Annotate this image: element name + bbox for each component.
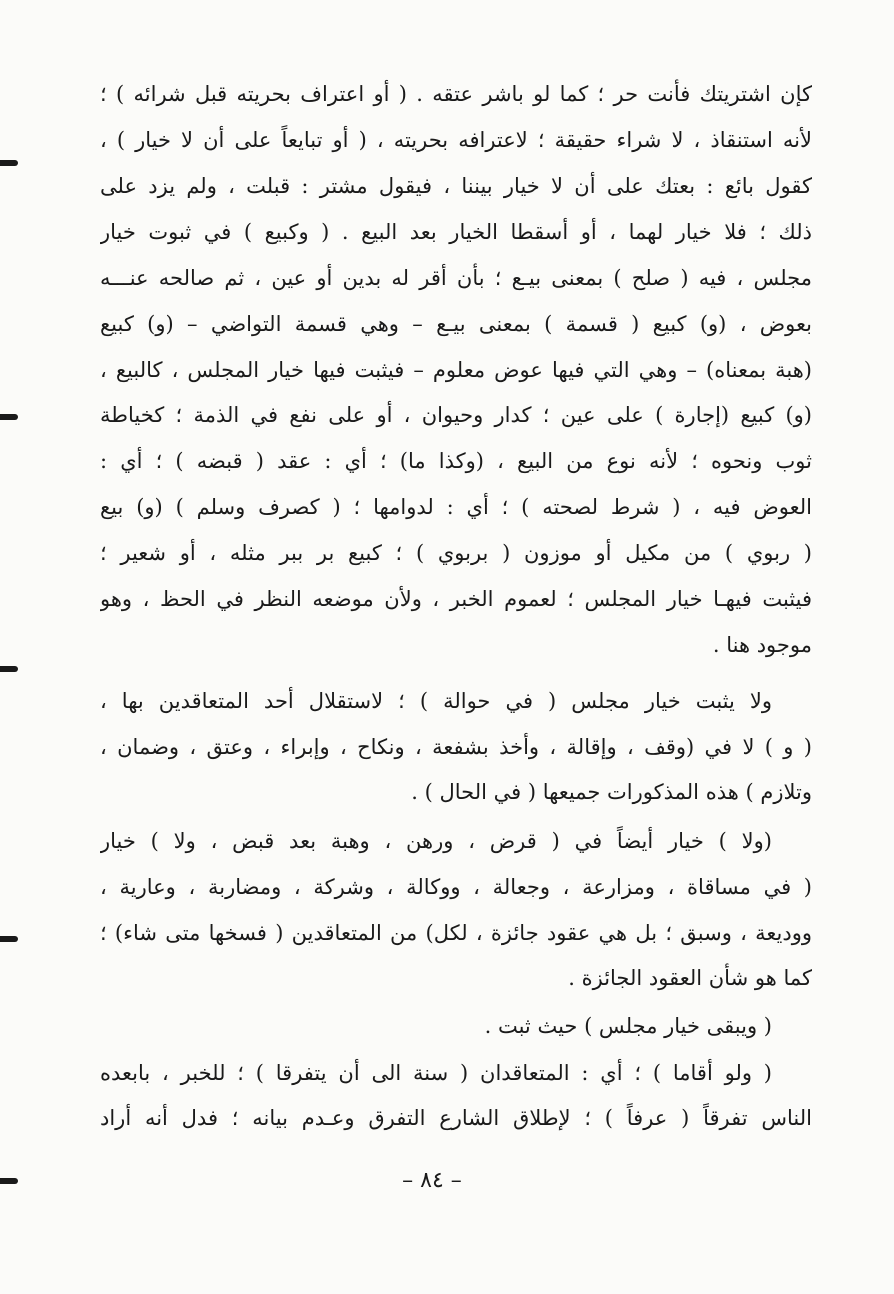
- text-line: (و) كبيع (إجارة ) على عين ؛ كدار وحيوان ، أو على نفع في الذمة ؛ كخياطة: [100, 403, 812, 427]
- text-line: ( ولو أقاما ) ؛ أي : المتعاقدان ( سنة الى أن يتفرقا ) ؛ للخبر ، بابعده: [100, 1061, 772, 1085]
- text-line: الناس تفرقاً ( عرفاً ) ؛ لإطلاق الشارع التفرق وعـدم بيانه ؛ فدل أنه أراد: [100, 1106, 812, 1130]
- text-line: ( في مساقاة ، ومزارعة ، وجعالة ، ووكالة ، وشركة ، ومضاربة ، وعارية ،: [100, 875, 812, 899]
- text-line: كما هو شأن العقود الجائزة .: [568, 966, 812, 990]
- text-line: موجود هنا .: [712, 633, 812, 657]
- text-line: ثوب ونحوه ؛ لأنه نوع من البيع ، (وكذا ما) ؛ أي : عقد ( قبضه ) ؛ أي :: [100, 449, 812, 473]
- text-line: لأنه استنقاذ ، لا شراء حقيقة ؛ لاعترافه بحريته ، ( أو تبايعاً على أن لا خيار ) ،: [100, 128, 812, 152]
- text-line: كإن اشتريتك فأنت حر ؛ كما لو باشر عتقه . ( أو اعتراف بحريته قبل شرائه ) ؛: [100, 82, 812, 106]
- text-line: ( ويبقى خيار مجلس ) حيث ثبت .: [484, 1014, 772, 1038]
- page-edge-mark: [0, 160, 18, 166]
- text-line: (هبة بمعناه) – وهي التي فيها عوض معلوم – فيثبت فيها خيار المجلس ، كالبيع ،: [100, 358, 812, 382]
- text-line: ذلك ؛ فلا خيار لهما ، أو أسقطا الخيار بعد البيع . ( وكبيع ) في ثبوت خيار: [100, 220, 812, 244]
- text-line: بعوض ، (و) كبيع ( قسمة ) بمعنى بيـع – وهي قسمة التواضي – (و) كبيع: [100, 312, 812, 336]
- text-line: العوض فيه ، ( شرط لصحته ) ؛ أي : لدوامها ؛ ( كصرف وسلم ) (و) بيع: [100, 495, 812, 519]
- page-edge-mark: [0, 1178, 18, 1184]
- page-number: – ٨٤ –: [402, 1168, 462, 1193]
- text-line: مجلس ، فيه ( صلح ) بمعنى بيـع ؛ بأن أقر له بدين أو عين ، ثم صالحه عنـــه: [100, 266, 812, 290]
- text-line: فيثبت فيهـا خيار المجلس ؛ لعموم الخبر ، ولأن موضعه النظر في الحظ ، وهو: [100, 587, 812, 611]
- text-line: ووديعة ، وسبق ؛ بل هي عقود جائزة ، لكل) من المتعاقدين ( فسخها متى شاء) ؛: [100, 921, 812, 945]
- page-edge-mark: [0, 936, 18, 942]
- text-line: ( ربوي ) من مكيل أو موزون ( بربوي ) ؛ كبيع بر ببر مثله ، أو شعير ؛: [100, 541, 812, 565]
- text-line: (ولا ) خيار أيضاً في ( قرض ، ورهن ، وهبة بعد قبض ، ولا ) خيار: [100, 829, 772, 853]
- text-line: وتلازم ) هذه المذكورات جميعها ( في الحال ) .: [411, 780, 812, 804]
- text-line: ولا يثبت خيار مجلس ( في حوالة ) ؛ لاستقلال أحد المتعاقدين بها ،: [100, 689, 772, 713]
- page-edge-mark: [0, 666, 18, 672]
- text-line: كقول بائع : بعتك على أن لا خيار بيننا ، فيقول مشتر : قبلت ، ولم يزد على: [100, 174, 812, 198]
- page-edge-mark: [0, 414, 18, 420]
- text-line: ( و ) لا في (وقف ، وإقالة ، وأخذ بشفعة ، ونكاح ، وإبراء ، وعتق ، وضمان ،: [100, 735, 812, 759]
